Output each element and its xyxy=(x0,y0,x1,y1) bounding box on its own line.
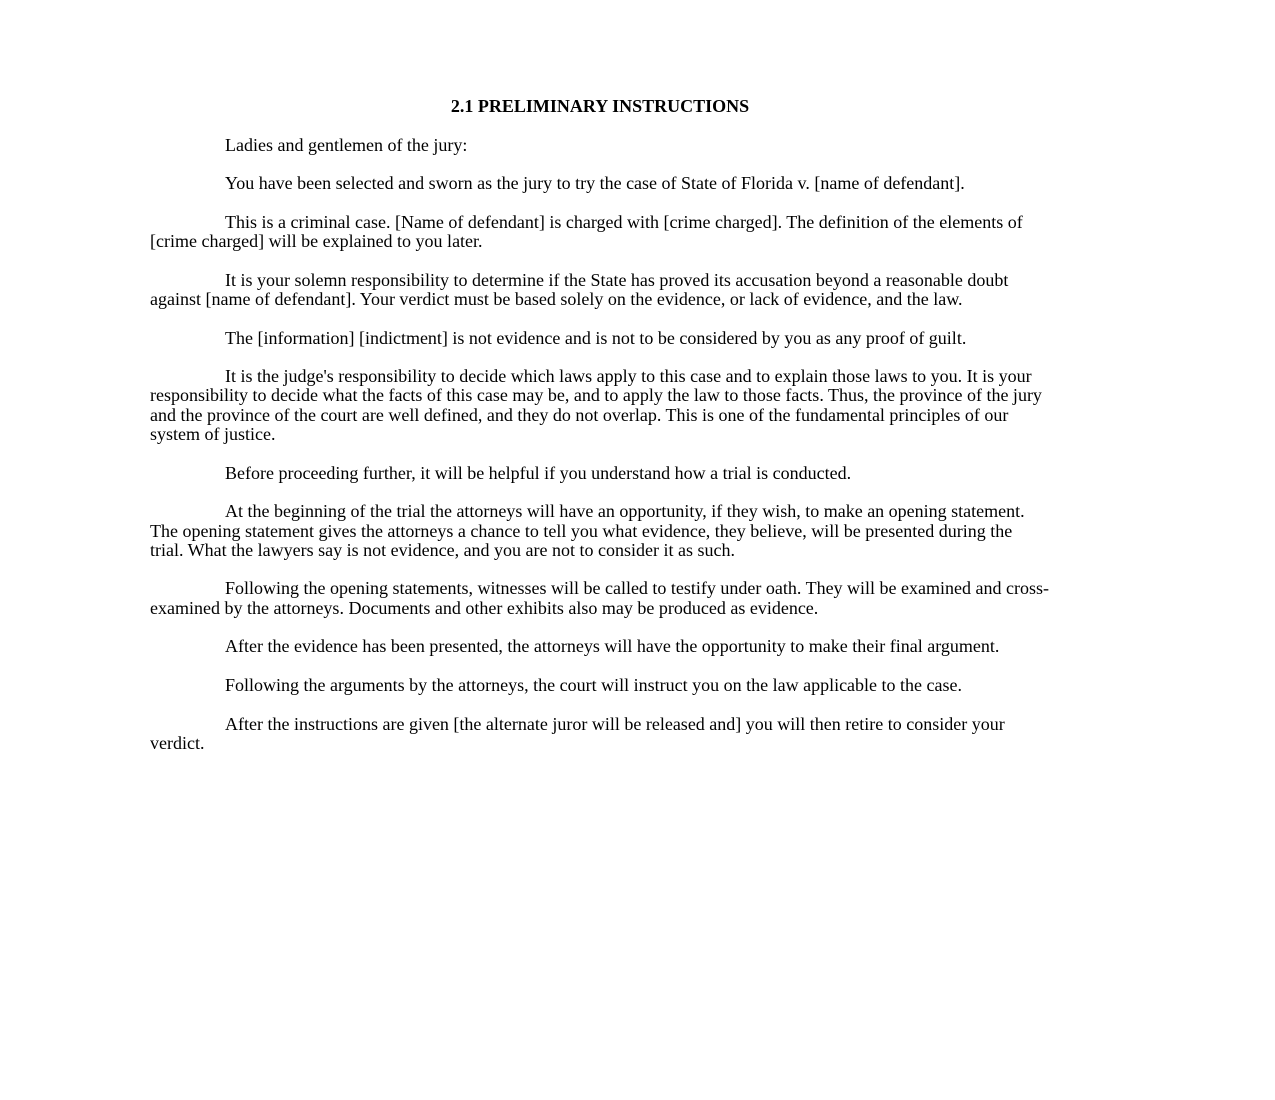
page-title: 2.1 PRELIMINARY INSTRUCTIONS xyxy=(450,96,750,116)
paragraph-jury-selected: You have been selected and sworn as the jury to try the case of State of Florida v. [name of defendant]. xyxy=(225,173,965,194)
document-page xyxy=(150,97,1050,753)
paragraph-opening-statement: At the beginning of the trial the attorneys will have an opportunity, if they wish, to make an opening statement. The opening statement gives the attorneys a chance to tell you what evidence, they believe, will be presented during the trial. What the lawyers say is not evidence, and you are not to consider it as such. xyxy=(150,501,1025,560)
paragraph-trial-conducted: Before proceeding further, it will be helpful if you understand how a trial is conducted. xyxy=(225,462,852,483)
paragraph-salutation: Ladies and gentlemen of the jury: xyxy=(225,134,468,155)
paragraph-retire-verdict: After the instructions are given [the alternate juror will be released and] you will then retire to consider your verdict. xyxy=(150,713,1005,753)
paragraph-solemn-responsibility: It is your solemn responsibility to determine if the State has proved its accusation beyond a reasonable doubt against [name of defendant]. Your verdict must be based solely on the evidence, or lack of evidence, and the law. xyxy=(150,269,1009,309)
paragraph-witnesses: Following the opening statements, witnesses will be called to testify under oath. They will be examined and cross-examined by the attorneys. Documents and other exhibits also may be produced as evidence. xyxy=(150,578,1049,618)
paragraph-criminal-case: This is a criminal case. [Name of defendant] is charged with [crime charged]. The definition of the elements of [crime charged] will be explained to you later. xyxy=(150,211,1023,252)
paragraph-information-not-evidence: The [information] [indictment] is not evidence and is not to be considered by you as any proof of guilt. xyxy=(225,327,967,348)
paragraph-final-argument: After the evidence has been presented, the attorneys will have the opportunity to make their final argument. xyxy=(225,636,1000,657)
paragraph-court-instructs: Following the arguments by the attorneys, the court will instruct you on the law applicable to the case. xyxy=(225,674,962,695)
paragraph-judge-responsibility: It is the judge's responsibility to decide which laws apply to this case and to explain those laws to you. It is your responsibility to decide what the facts of this case may be, and to apply the law to those facts. Thus, the province of the jury and the province of the court are well defined, and they do not overlap. This is one of the fundamental principles of our system of justice. xyxy=(150,366,1042,445)
